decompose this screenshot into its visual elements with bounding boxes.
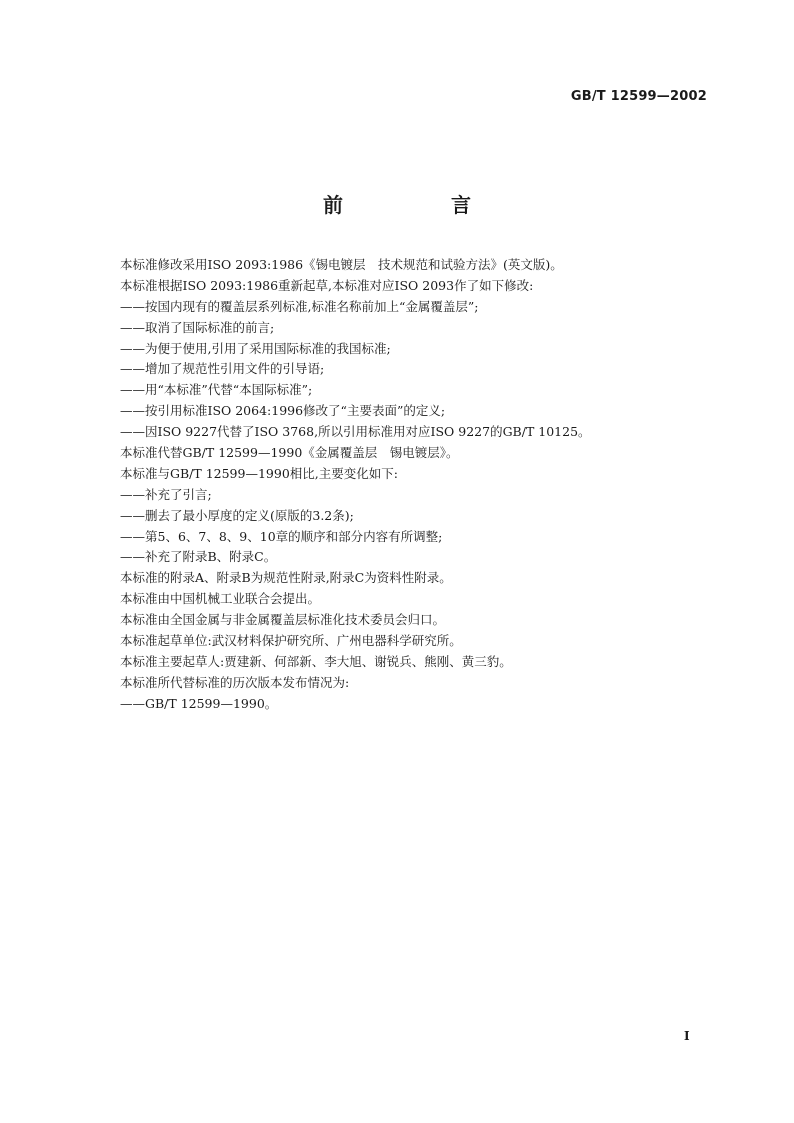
body-line: ——第5、6、7、8、9、10章的顺序和部分内容有所调整; (120, 528, 443, 544)
body-line: ——取消了国际标准的前言; (120, 319, 275, 335)
body-line: ——按引用标准ISO 2064:1996修改了“主要表面”的定义; (120, 403, 446, 419)
foreword-body (120, 255, 720, 715)
standard-code: GB/T 12599—2002 (570, 89, 707, 104)
body-line: ——补充了附录B、附录C。 (120, 549, 277, 565)
body-line: 本标准的附录A、附录B为规范性附录,附录C为资料性附录。 (120, 570, 452, 586)
body-line: 本标准根据ISO 2093:1986重新起草,本标准对应ISO 2093作了如下修改: (120, 277, 534, 293)
body-line: 本标准由全国金属与非金属覆盖层标准化技术委员会归口。 (120, 612, 446, 628)
body-line: ——为便于使用,引用了采用国际标准的我国标准; (120, 340, 391, 356)
page-number: I (684, 1029, 690, 1043)
body-line: ——补充了引言; (120, 486, 212, 502)
body-line: 本标准修改采用ISO 2093:1986《锡电镀层 技术规范和试验方法》(英文版)。 (120, 257, 563, 272)
body-line: 本标准与GB/T 12599—1990相比,主要变化如下: (120, 465, 398, 481)
body-line: ——增加了规范性引用文件的引导语; (120, 361, 325, 377)
body-line: ——因ISO 9227代替了ISO 3768,所以引用标准用对应ISO 9227的GB/T 10125。 (120, 424, 591, 440)
body-line: ——GB/T 12599—1990。 (120, 695, 278, 711)
body-line: 本标准主要起草人:贾建新、何部新、李大旭、谢锐兵、熊刚、黄三豹。 (120, 653, 512, 669)
body-line: 本标准所代替标准的历次版本发布情况为: (120, 674, 350, 690)
body-line: 本标准起草单位:武汉材料保护研究所、广州电器科学研究所。 (120, 633, 462, 649)
body-line: 本标准代替GB/T 12599—1990《金属覆盖层 锡电镀层》。 (120, 445, 459, 461)
body-line: 本标准由中国机械工业联合会提出。 (120, 591, 321, 607)
body-line: ——删去了最小厚度的定义(原版的3.2条); (120, 507, 354, 523)
body-line: ——按国内现有的覆盖层系列标准,标准名称前加上“金属覆盖层”; (120, 298, 479, 314)
body-line: ——用“本标准”代替“本国际标准”; (120, 382, 313, 398)
page-title: 前 言 (323, 193, 515, 217)
